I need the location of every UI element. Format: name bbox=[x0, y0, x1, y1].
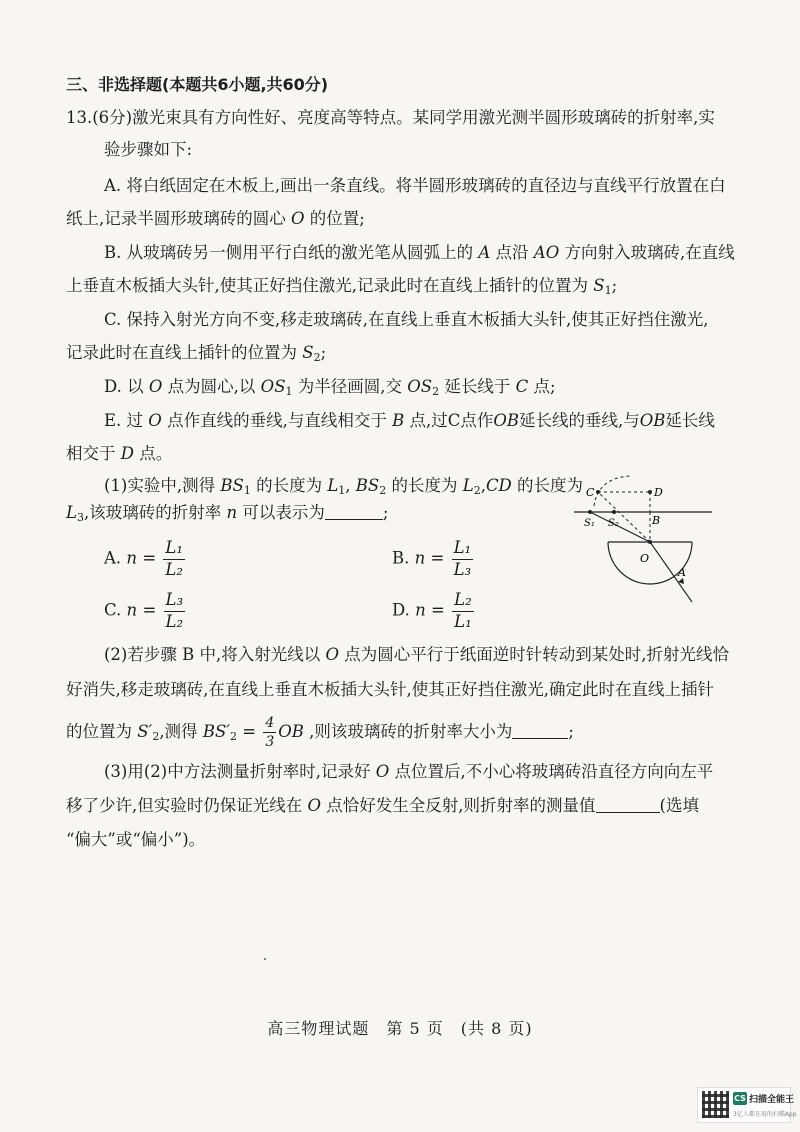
answer-blank-3[interactable] bbox=[596, 798, 660, 813]
label-d: D bbox=[654, 486, 663, 499]
part1-line1: (1)实验中,测得 $BS_1$ 的长度为 $L_1$, $BS_2$ 的长度为 $L_2,CD$ 的长度为 bbox=[104, 476, 584, 497]
label-a: A bbox=[678, 566, 686, 579]
scanner-tagline: 3亿人都在用的扫描App bbox=[733, 1111, 797, 1118]
step-e-line2: 相交于 D 点。 bbox=[66, 444, 173, 463]
option-c[interactable]: C. n = $\frac{\text{L₃}}{\text{L₂}}$ bbox=[104, 590, 184, 631]
page-footer: 高三物理试题 第 5 页 (共 8 页) bbox=[267, 1019, 533, 1038]
part1-line2: $L_3$,该玻璃砖的折射率 n 可以表示为 ; bbox=[66, 503, 389, 524]
label-s1: S₁ bbox=[584, 518, 595, 529]
label-c: C bbox=[586, 486, 595, 499]
step-a-line1: A. 将白纸固定在木板上,画出一条直线。将半圆形玻璃砖的直径边与直线平行放置在白 bbox=[104, 176, 726, 195]
step-c-line1: C. 保持入射光方向不变,移走玻璃砖,在直线上垂直木板插大头针,使其正好挡住激光, bbox=[104, 310, 709, 329]
label-o: O bbox=[640, 552, 650, 565]
part2-line3: 的位置为 $S'_2$,测得 $BS'_2$ = $\frac{4}{3}$ OB ,则该玻璃砖的折射率大小为 ; bbox=[66, 715, 574, 750]
step-d-line: D. 以 O 点为圆心,以 $OS_1$ 为半径画圆,交 $OS_2$ 延长线于 C 点; bbox=[104, 377, 556, 398]
section-title: 三、非选择题(本题共6小题,共60分) bbox=[66, 75, 329, 94]
scanner-app-name: 扫描全能王 bbox=[749, 1095, 795, 1105]
answer-blank-2[interactable] bbox=[512, 724, 568, 739]
option-b[interactable]: B. n = $\frac{\text{L₁}}{\text{L₃}}$ bbox=[392, 538, 472, 579]
step-e-line1: E. 过 O 点作直线的垂线,与直线相交于 B 点,过C点作OB延长线的垂线,与OB延长线 bbox=[104, 411, 715, 430]
part2-line1: (2)若步骤 B 中,将入射光线以 O 点为圆心平行于纸面逆时针转动到某处时,折射光线恰 bbox=[104, 645, 730, 664]
refracted-ray bbox=[590, 512, 650, 542]
part3-line3: “偏大”或“偏小”)。 bbox=[66, 830, 206, 849]
step-c-line2: 记录此时在直线上插针的位置为 $S_2$; bbox=[66, 343, 327, 364]
part3-line2: 移了少许,但实验时仍保证光线在 O 点恰好发生全反射,则折射率的测量值 (选填 bbox=[66, 796, 699, 815]
step-b-line1: B. 从玻璃砖另一侧用平行白纸的激光笔从圆弧上的 A 点沿 AO 方向射入玻璃砖,在直线 bbox=[104, 243, 735, 262]
label-s2: S₂ bbox=[608, 518, 619, 529]
q13-intro-line2: 验步骤如下: bbox=[104, 140, 193, 159]
option-d[interactable]: D. n = $\frac{\text{L₂}}{\text{L₁}}$ bbox=[392, 590, 472, 631]
dashed-oc bbox=[598, 492, 650, 542]
qr-code-icon bbox=[702, 1091, 729, 1118]
step-b-line2: 上垂直木板插大头针,使其正好挡住激光,记录此时在直线上插针的位置为 $S_1$; bbox=[66, 276, 618, 297]
part3-line1: (3)用(2)中方法测量折射率时,记录好 O 点位置后,不小心将玻璃砖沿直径方向向左平 bbox=[104, 762, 714, 781]
stray-dot bbox=[264, 958, 266, 960]
part2-line2: 好消失,移走玻璃砖,在直线上垂直木板插大头针,使其正好挡住激光,确定此时在直线上插针 bbox=[66, 680, 714, 699]
answer-blank-1[interactable] bbox=[325, 505, 383, 520]
refraction-diagram bbox=[570, 470, 720, 610]
q13-intro-line1: 13.(6分)激光束具有方向性好、亮度高等特点。某同学用激光测半圆形玻璃砖的折射率,实 bbox=[66, 108, 715, 127]
label-b: B bbox=[652, 514, 661, 527]
step-a-line2: 纸上,记录半圆形玻璃砖的圆心 O 的位置; bbox=[66, 209, 365, 228]
option-a[interactable]: A. n = $\frac{\text{L₁}}{\text{L₂}}$ bbox=[104, 538, 183, 579]
camscanner-logo-icon: CS bbox=[734, 1094, 746, 1103]
scanner-watermark bbox=[697, 1087, 797, 1123]
